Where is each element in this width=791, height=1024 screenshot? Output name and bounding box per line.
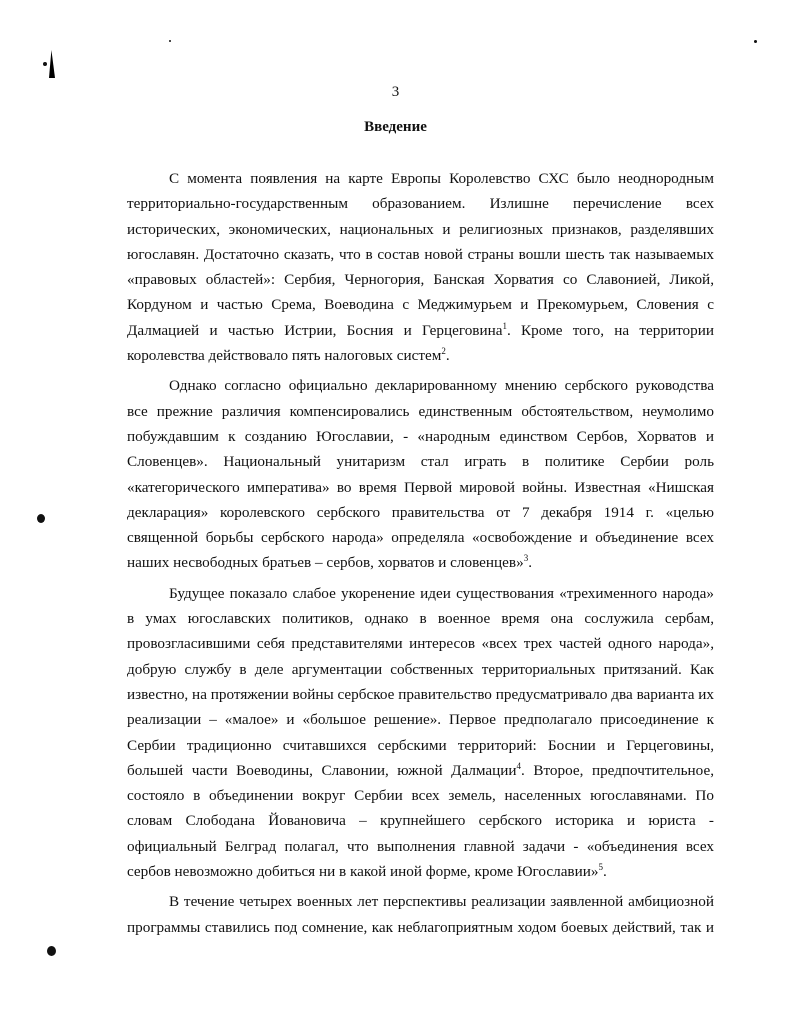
footnote-ref: 4 [516,760,522,771]
text-segment: сербов невозможно добиться ни в какой иной форме, кроме Югославии» [127,863,599,881]
text-line [127,318,714,343]
text-segment: наших несвободных братьев – сербов, хорватов и словенцев» [127,554,524,572]
text-line [127,267,714,292]
page-title: Введение [364,119,427,135]
text-segment: программы ставились под сомнение, как неблагоприятным ходом боевых действий, так и [127,918,714,936]
text-segment: югославян. Достаточно сказать, что в состав новой страны вошли шесть так называемых [127,245,714,263]
footnote-ref: 2 [441,346,446,357]
text-line [127,424,714,449]
text-line [127,834,714,859]
text-line [127,399,714,424]
text-segment: Однако согласно официально декларированному мнению сербского руководства [169,377,714,395]
text-line [127,859,714,884]
scan-dot-top-center [169,40,171,42]
text-line [127,783,714,808]
text-segment: Сербии традиционно считавшихся сербскими территорий: Боснии и Герцеговины, [127,736,714,754]
text-segment: священной борьбы сербского народа» определяла «освобождение и объединение всех [127,529,714,547]
scan-dot-left-bottom [47,946,56,956]
text-segment: Далмацией и частью Истрии, Босния и Герцеговина [127,321,503,339]
footnote-ref: 1 [502,320,507,331]
text-line [127,292,714,317]
text-line [127,166,714,191]
text-segment: добрую службу в деле аргументации собственных территориальных притязаний. Как [127,660,714,678]
text-segment: С момента появления на карте Европы Королевство СХС было неоднородным [169,170,714,187]
text-line [127,808,714,833]
paragraph [127,166,714,368]
text-line [127,343,714,368]
text-line [127,581,714,606]
text-line [127,915,714,940]
text-segment: Словенцев». Национальный унитаризм стал играть в политике Сербии роль [127,453,714,471]
text-segment: словам Слободана Йовановича – крупнейшего сербского историка и юриста - [127,812,714,830]
paragraph [127,373,714,575]
text-line [127,707,714,732]
text-segment: побуждавшим к созданию Югославии, - «народным единством Сербов, Хорватов и [127,427,714,445]
footnote-ref: 3 [523,553,529,564]
scan-dot-top-left [43,62,47,66]
page-number: 3 [391,84,400,100]
paragraph [127,581,714,885]
document-body [127,166,714,945]
text-segment: Кордуном и частью Срема, Воеводина с Меджимурьем и Прекомурьем, Словения с [127,296,714,314]
footnote-ref: 5 [598,861,603,872]
text-line [127,733,714,758]
text-segment: декларация» королевского сербского правительства от 7 декабря 1914 г. «целью [127,503,714,521]
text-segment: известно, на протяжении войны сербское правительство предусматривало два варианта их [127,685,714,703]
text-line [127,191,714,216]
paragraph [127,889,714,940]
text-line [127,525,714,550]
text-line [127,373,714,398]
text-segment: королевства действовало пять налоговых систем [127,347,442,365]
text-line [127,500,714,525]
text-segment: . [528,554,532,572]
text-segment: в умах югославских политиков, однако в военное время она сослужила сербам, [127,610,714,628]
scan-dot-top-right [754,40,757,43]
text-segment: провозгласившими себя представителями интересов «всех трех частей одного народа», [127,635,714,653]
text-line [127,758,714,783]
text-segment: Будущее показало слабое укоренение идеи существования «трехименного народа» [169,584,714,602]
text-segment: все прежние различия компенсировались единственным обстоятельством, неумолимо [127,402,714,420]
text-segment: . Второе, предпочтительное, [521,761,714,779]
text-line [127,682,714,707]
text-segment: В течение четырех военных лет перспективы реализации заявленной амбициозной [169,893,714,911]
text-line [127,657,714,682]
text-segment: исторических, экономических, национальных и религиозных признаков, разделявших [127,220,714,238]
text-line [127,242,714,267]
text-segment: . [445,347,450,365]
text-line [127,889,714,914]
text-segment: . [602,863,607,881]
text-segment: официальный Белград полагал, что выполнения главной задачи - «объединения всех [127,837,714,855]
text-line [127,606,714,631]
text-segment: состояло в объединении вокруг Сербии всех земель, населенных югославянами. По [127,787,714,805]
scan-dot-left-middle [37,514,45,523]
scan-mark-top-left [49,50,55,78]
text-segment: территориально-государственным образованием. Излишне перечисление всех [127,195,714,213]
text-segment: реализации – «малое» и «большое решение». Первое предполагало присоединение к [127,711,714,729]
text-line [127,449,714,474]
text-line [127,475,714,500]
text-segment: «категорического императива» во время Первой мировой войны. Известная «Нишская [127,478,714,496]
text-line [127,631,714,656]
text-segment: большей части Воеводины, Славонии, южной Далмации [127,761,517,779]
text-line [127,550,714,575]
text-segment: . Кроме того, на территории [506,321,714,339]
text-line [127,217,714,242]
text-segment: «правовых областей»: Сербия, Черногория, Банская Хорватия со Славонией, Ликой, [127,271,714,289]
